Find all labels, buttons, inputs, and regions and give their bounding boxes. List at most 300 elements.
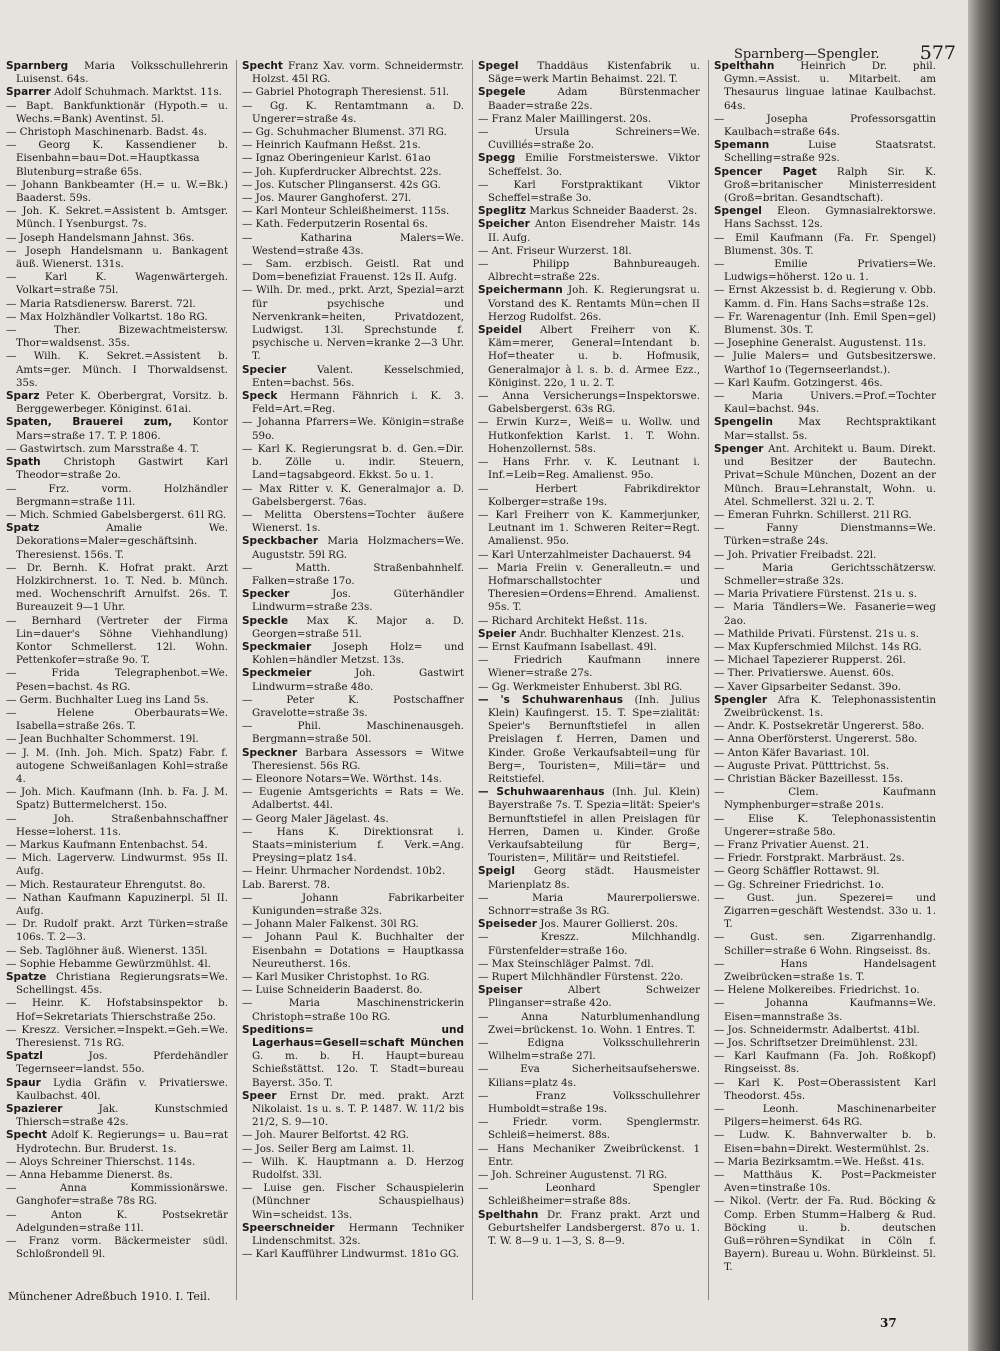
entry-text: — Melitta Oberstens=Tochter äußere Wienerst. 1s. [242, 508, 464, 535]
directory-entry [714, 376, 936, 390]
directory-entry [242, 231, 464, 258]
directory-entry [478, 680, 700, 694]
page-number: 577 [919, 42, 956, 64]
entry-text: Kontor Mars=straße 17. T. P. 1806. [16, 416, 228, 442]
directory-entry [242, 667, 464, 693]
directory-entry [478, 627, 700, 641]
entry-text: — Maria Tändlers=We. Fasanerie=weg 2ao. [714, 601, 936, 627]
directory-entry [242, 218, 464, 231]
directory-entry [478, 614, 700, 628]
entry-text: Ant. Architekt u. Baum. Direkt. und Besitzer der Bautechn. Privat=Schule München, Dozent an der Münch. Brau=Lehranstalt, Wohn. u. Atel. Schmellerst. 32l u. 2. T. [724, 442, 936, 508]
entry-surname: Speckle [242, 614, 289, 627]
entry-text: — Heinrich Kaufmann Heßst. 21s. [242, 139, 421, 152]
entry-text: — Gust. jun. Spezerei= und Zigarren=geschäft Westendst. 33o u. 1. T. [714, 891, 936, 931]
entry-text: Amalie We. Dekorations=Maler=geschäftsinh. Theresienst. 156s. T. [16, 522, 228, 561]
entry-text: — Franz vorm. Bäckermeister südl. Schloßrondell 9l. [6, 1235, 228, 1261]
directory-entry [6, 878, 228, 892]
directory-entry [242, 588, 464, 614]
entry-text: — Eugenie Amtsgerichts = Rats = We. Adalbertst. 44l. [242, 786, 464, 812]
directory-entry [714, 772, 936, 786]
entry-surname: Specht [6, 1129, 47, 1142]
directory-entry [242, 746, 464, 773]
directory-entry [242, 178, 464, 192]
directory-entry [6, 1050, 228, 1076]
directory-entry [714, 416, 936, 442]
entry-text: — Matthäus K. Post=Packmeister Aven=tinstraße 10s. [714, 1169, 936, 1195]
entry-text: — Ant. Friseur Wurzerst. 18l. [478, 244, 632, 257]
entry-text: Maria Volksschullehrerin Luisenst. 64s. [16, 60, 228, 86]
directory-entry [242, 918, 464, 931]
directory-entry [6, 522, 228, 562]
entry-text: Emilie Forstmeisterswe. Viktor Scheffelst. 3o. [488, 152, 700, 178]
directory-entry [6, 324, 228, 350]
entry-text: — Joh. Mich. Kaufmann (Inh. b. Fa. J. M. Spatz) Buttermelcherst. 15o. [6, 786, 228, 812]
entry-text: Peter K. Oberbergrat, Vorsitz. b. Berggewerbeger. Königinst. 61ai. [16, 390, 228, 416]
directory-entry [242, 640, 464, 667]
entry-text: — Jos. Kutscher Plinganserst. 42s GG. [242, 178, 441, 191]
directory-entry [714, 838, 936, 852]
entry-surname: Speglitz [478, 205, 527, 218]
column-2 [242, 60, 464, 1285]
entry-text: Anton Eisendreher Maistr. 14s II. Aufg. [488, 218, 700, 244]
directory-entry [242, 139, 464, 152]
directory-entry [242, 825, 464, 866]
directory-entry [714, 139, 936, 165]
directory-entry [242, 772, 464, 786]
entry-surname: Spengelin [714, 416, 773, 429]
directory-entry [6, 957, 228, 971]
directory-entry [6, 1169, 228, 1182]
entry-surname: Spengler [714, 693, 768, 706]
directory-entry [6, 60, 228, 86]
directory-entry [6, 614, 228, 668]
directory-entry [478, 218, 700, 244]
directory-entry [242, 984, 464, 997]
entry-text: Jos. Güterhändler Lindwurm=straße 23s. [252, 588, 464, 614]
entry-text: Ernst Dr. med. prakt. Arzt Nikolaist. 1s u. s. T. P. 1487. W. 11/2 bis 21/2, S. 9—10. [252, 1089, 464, 1129]
directory-entry [6, 1235, 228, 1261]
entry-text: — Andr. K. Postsekretär Ungererst. 58o. [714, 720, 925, 733]
entry-text: — Johann Maler Falkenst. 30l RG. [242, 918, 419, 931]
directory-entry [714, 931, 936, 957]
entry-text: Joseph Holz= und Kohlen=händler Metzst. 13s. [252, 640, 464, 667]
entry-text: — Joh. Privatier Freibadst. 22l. [714, 548, 877, 561]
directory-entry [6, 139, 228, 179]
directory-entry [242, 1248, 464, 1261]
signature-mark: 37 [880, 1316, 897, 1330]
entry-text: — Eleonore Notars=We. Wörthst. 14s. [242, 772, 442, 785]
entry-text: — Ther. Privatierswe. Auenst. 60s. [714, 667, 895, 680]
entry-text: — Auguste Privat. Pütttrichst. 5s. [714, 759, 890, 772]
entry-text: — Karl Kaufführer Lindwurmst. 181o GG. [242, 1248, 460, 1261]
directory-entry [478, 1182, 700, 1208]
entry-text: — Wilh. Dr. med., prkt. Arzt, Spezial=arzt für psychische und Nervenkrank=heiten, Privatdozent, Ludwigst. 13l. Sprechstunde f. psychische u. Nerven=kranke 2—3 Uhr. T. [242, 284, 464, 363]
entry-text: Albert Freiherr von K. Käm=merer, General=Intendant b. Hof=theater u. b. Hofmusik, Generalmajor à l. s. b. d. Armee Ezz., Königinst. 22o, 1 u. 2. T. [488, 324, 700, 389]
entry-text: — Georg Schäffler Rottawst. 9l. [714, 865, 880, 878]
entry-text: — Joh. Maurer Belfortst. 42 RG. [242, 1129, 409, 1142]
entry-text: — Frida Telegraphenbot.=We. Pesen=bachst. 4s RG. [6, 667, 228, 693]
directory-entry [714, 654, 936, 667]
entry-text: Andr. Buchhalter Klenzest. 21s. [519, 627, 685, 640]
entry-text: Hermann Techniker Lindenschmitst. 32s. [252, 1221, 464, 1248]
entry-text: — Joh. Straßenbahnschaffner Hesse=loherst. 11s. [6, 812, 228, 838]
entry-text: — Matth. Straßenbahnhelf. Falken=straße 17o. [242, 561, 464, 587]
entry-text: — Maria Bezirksamtm.=We. Heßst. 41s. [714, 1155, 925, 1168]
directory-entry [714, 865, 936, 878]
entry-text: — Karl Monteur Schleißheimerst. 115s. [242, 205, 450, 218]
entry-surname: — 's Schuhwarenhaus [478, 693, 623, 706]
directory-entry [478, 548, 700, 562]
entry-text: — Ernst Kaufmann Isabellast. 49l. [478, 640, 657, 653]
entry-text: — Karl Unterzahlmeister Dachauerst. 94 [478, 548, 692, 561]
entry-surname: Speditions= und Lagerhaus=Gesell=schaft München [242, 1023, 464, 1050]
entry-text: Joh. Gastwirt Lindwurm=straße 48o. [252, 667, 464, 693]
entry-surname: Spazierer [6, 1103, 63, 1116]
entry-text: — Erwin Kurz=, Weiß= u. Wollw. und Hutkonfektion Karlst. 1. T. Wohn. Hohenzollernst. 58s. [478, 416, 700, 455]
entry-text: — Anton Käfer Bavariast. 10l. [714, 746, 870, 759]
entry-text: — J. M. (Inh. Joh. Mich. Spatz) Fabr. f. autogene Schweißanlagen Kohl=straße 4. [6, 746, 228, 785]
entry-surname: Spelthahn [714, 60, 775, 72]
entry-text: — Karl Kaufm. Gotzingerst. 46s. [714, 376, 883, 389]
entry-text: — Joh. Schreiner Augustenst. 7l RG. [478, 1169, 668, 1182]
directory-entry [6, 852, 228, 878]
directory-entry [714, 350, 936, 376]
column-4 [714, 60, 936, 1285]
entry-surname: Speer [242, 1089, 277, 1102]
entry-text: — Karl Kaufmann (Fa. Joh. Roßkopf) Ringseisst. 8s. [714, 1050, 936, 1076]
entry-text: — Aloys Schreiner Thierschst. 114s. [6, 1155, 196, 1168]
directory-entry [714, 588, 936, 601]
directory-entry [242, 363, 464, 390]
entry-text: — Ignaz Oberingenieur Karlst. 61ao [242, 152, 431, 165]
directory-entry [714, 680, 936, 694]
directory-entry [714, 522, 936, 548]
entry-text: — Johann Bankbeamter (H.= u. W.=Bk.) Baaderst. 59s. [6, 178, 228, 205]
entry-text: — Leonh. Maschinenarbeiter Pilgers=heimerst. 64s RG. [714, 1103, 936, 1129]
entry-text: Eleon. Gymnasialrektorswe. Hans Sachsst. 12s. [724, 205, 936, 231]
directory-entry [242, 482, 464, 509]
entry-surname: Speicher [478, 218, 530, 231]
directory-entry [714, 1023, 936, 1037]
entry-text: Maria Holzmachers=We. Auguststr. 59l RG. [252, 535, 464, 561]
directory-entry [478, 126, 700, 152]
directory-entry [714, 205, 936, 231]
directory-entry [714, 1155, 936, 1169]
entry-surname: Spath [6, 456, 41, 469]
directory-entry [478, 1063, 700, 1089]
entry-text: — Maria Privatiere Fürstenst. 21s u. s. [714, 588, 918, 601]
directory-entry [6, 1155, 228, 1169]
entry-surname: Spaur [6, 1076, 41, 1089]
entry-text: — Karl K. Regierungsrat b. d. Gen.=Dir. b. Zölle u. indir. Steuern, Land=tagsabgeord. Ekkst. 5o u. 1. [242, 442, 464, 482]
entry-text: — Helene Oberbaurats=We. Isabella=straße 26s. T. [6, 706, 228, 733]
directory-entry [6, 891, 228, 918]
entry-text: Jak. Kunstschmied Thiersch=straße 42s. [16, 1103, 228, 1129]
directory-entry [478, 786, 700, 865]
directory-entry [6, 746, 228, 787]
entry-text: — Julie Malers= und Gutsbesitzerswe. Warthof 1o (Tegernseerlandst.). [714, 350, 936, 376]
entry-text: — Richard Architekt Heßst. 11s. [478, 614, 648, 627]
directory-entry [242, 997, 464, 1023]
entry-text: — Edigna Volksschullehrerin Wilhelm=straße 27l. [478, 1037, 700, 1063]
entry-text: — Hans Frhr. v. K. Leutnant i. Inf.=Leib=Reg. Amalienst. 95o. [478, 456, 700, 482]
entry-text: — Rupert Milchhändler Fürstenst. 22o. [478, 971, 684, 984]
column-divider [236, 60, 237, 1300]
entry-text: — Clem. Kaufmann Nymphenburger=straße 201s. [714, 786, 936, 812]
entry-text: — Hans Handelsagent Zweibrücken=straße 1s. T. [714, 957, 936, 984]
directory-entry [714, 759, 936, 773]
directory-entry [714, 231, 936, 258]
directory-entry [242, 878, 464, 892]
directory-entry [242, 1142, 464, 1156]
entry-text: — Anton K. Postsekretär Adelgunden=straße 11l. [6, 1208, 228, 1234]
entry-text: Franz Xav. vorm. Schneidermstr. Holzst. 45l RG. [252, 60, 464, 86]
entry-text: — Mich. Lagerverw. Lindwurmst. 95s II. Aufg. [6, 852, 228, 878]
entry-surname: Speckbacher [242, 535, 319, 548]
entry-text: — Josepha Professorsgattin Kaulbach=straße 64s. [714, 112, 936, 139]
entry-text: (Inh. Jul. Klein) Bayerstraße 7s. T. Spezia=lität: Speier's Bernunftstiefel in allen Preislagen für Herren, Damen u. Kinder. Große Verkaufsabteilung für Berg=, Touristen=, Militär= und Reitstiefel. [488, 786, 700, 865]
entry-surname: — Schuhwaarenhaus [478, 786, 605, 799]
directory-entry [6, 297, 228, 311]
entry-text: — Frz. vorm. Holzhändler Bergmann=straße 11l. [6, 482, 228, 508]
entry-surname: Speckner [242, 746, 298, 759]
directory-entry [478, 1208, 700, 1249]
directory-entry [242, 812, 464, 826]
entry-text: — Ursula Schreiners=We. Cuvilliés=straße 2o. [478, 126, 700, 152]
entry-surname: Speiser [478, 984, 523, 997]
directory-entry [714, 786, 936, 812]
entry-text: — Christoph Maschinenarb. Badst. 4s. [6, 126, 208, 139]
entry-text: — Sophie Hebamme Gewürzmühlst. 4l. [6, 957, 211, 970]
directory-entry [6, 178, 228, 205]
entry-text: — Kreszz. Versicher.=Inspekt.=Geh.=We. Theresienst. 71s RG. [6, 1023, 228, 1050]
directory-entry [478, 984, 700, 1010]
directory-entry [478, 640, 700, 654]
entry-text: — Gg. Schuhmacher Blumenst. 37l RG. [242, 126, 447, 139]
directory-entry [714, 997, 936, 1023]
entry-surname: Spegel [478, 60, 519, 72]
entry-text: — Emil Kaufmann (Fa. Fr. Spengel) Blumenst. 30s. T. [714, 231, 936, 257]
entry-text: Heinrich Dr. phil. Gymn.=Assist. u. Mitarbeit. am Thesaurus linguae latinae Kaulbachst. 64s. [724, 60, 936, 112]
directory-entry [478, 416, 700, 456]
entry-text: Thaddäus Kistenfabrik u. Säge=werk Martin Behaimst. 22l. T. [488, 60, 700, 86]
entry-text: Max K. Major a. D. Georgen=straße 51l. [252, 614, 464, 640]
entry-text: Adolf Schuhmach. Marktst. 11s. [54, 86, 222, 99]
entry-text: Adolf K. Regierungs= u. Bau=rat Hydrotechn. Bur. Bruderst. 1s. [16, 1129, 228, 1155]
entry-text: — Maria Maurerpolierswe. Schnorr=straße 3s RG. [478, 891, 700, 917]
entry-text: — Nathan Kaufmann Kapuzinerpl. 5l II. Aufg. [6, 891, 228, 917]
entry-text: — Gg. Werkmeister Enhuberst. 3bl RG. [478, 680, 683, 693]
entry-surname: Specier [242, 363, 287, 376]
directory-entry [242, 535, 464, 561]
entry-text: — Friedrich Kaufmann innere Wiener=straße 27s. [478, 654, 700, 680]
entry-text: — Ludw. K. Bahnverwalter b. b. Eisen=bahn=Direkt. Westermühlst. 2s. [714, 1129, 936, 1155]
directory-entry [714, 812, 936, 839]
directory-entry [242, 86, 464, 99]
entry-surname: Speckmeier [242, 667, 312, 680]
entry-text: — Max Steinschläger Palmst. 7dl. [478, 957, 654, 970]
entry-text: Jos. Pferdehändler Tegernseer=landst. 55o. [16, 1050, 228, 1076]
entry-text: — Maria Gerichtsschätzersw. Schmeller=straße 32s. [714, 561, 936, 587]
entry-surname: Spemann [714, 139, 770, 152]
entry-surname: Sparnberg [6, 60, 69, 72]
entry-text: Lab. Barerst. 78. [242, 878, 331, 891]
directory-entry [714, 733, 936, 746]
directory-entry [242, 786, 464, 812]
directory-entry [6, 561, 228, 615]
entry-text: — Gust. sen. Zigarrenhandlg. Schiller=straße 6 Wohn. Ringseisst. 8s. [714, 931, 936, 957]
entry-text: — Bernhard (Vertreter der Firma Lin=dauer's Söhne Viehhandlung) Kontor Schmellerst. 12l. Wohn. Pettenkofer=straße 9o. T. [6, 614, 228, 667]
directory-entry [242, 60, 464, 86]
directory-entry [478, 1089, 700, 1116]
directory-entry [242, 1129, 464, 1142]
directory-entry [714, 957, 936, 984]
directory-entry [714, 1195, 936, 1274]
directory-entry [714, 310, 936, 337]
entry-text: — Dr. Rudolf prakt. Arzt Türken=straße 106s. T. 2—3. [6, 918, 228, 944]
entry-text: — Herbert Fabrikdirektor Kolberger=straße 19s. [478, 482, 700, 508]
entry-surname: Sparz [6, 390, 40, 403]
entry-surname: Specht [242, 60, 283, 72]
entry-text: — Georg K. Kassendiener b. Eisenbahn=bau=Dot.=Hauptkassa Blutenburg=straße 65s. [6, 139, 228, 178]
book-edge [968, 0, 1000, 1351]
directory-entry [242, 614, 464, 641]
entry-text: — Christian Bäcker Bazeillesst. 15s. [714, 772, 904, 785]
entry-surname: Speier [478, 627, 517, 640]
directory-entry [6, 126, 228, 139]
column-divider [472, 60, 473, 1300]
directory-entry [714, 1129, 936, 1155]
directory-entry [6, 390, 228, 416]
entry-text: — Fanny Dienstmanns=We. Türken=straße 24s. [714, 522, 936, 548]
directory-entry [6, 99, 228, 126]
directory-entry [242, 416, 464, 442]
directory-entry [242, 126, 464, 139]
directory-entry [242, 205, 464, 218]
directory-entry [478, 456, 700, 482]
directory-entry [242, 693, 464, 720]
directory-entry [478, 1169, 700, 1182]
entry-text: — Peter K. Postschaffner Gravelotte=straße 3s. [242, 693, 464, 719]
entry-text: — Maria Maschinenstrickerin Christoph=straße 10o RG. [242, 997, 464, 1023]
entry-text: — Dr. Bernh. K. Hofrat prakt. Arzt Holzkirchnerst. 1o. T. Ned. b. Münch. med. Wochenschrift Arnulfst. 26s. T. Bureauzeit 9—1 Uhr. [6, 561, 228, 614]
entry-text: — Kath. Federputzerin Rosental 6s. [242, 218, 428, 231]
directory-entry [478, 1037, 700, 1063]
entry-text: — Anna Versicherungs=Inspektorswe. Gabelsbergerst. 63s RG. [478, 390, 700, 416]
entry-text: — Jos. Seiler Berg am Laimst. 1l. [242, 1142, 415, 1155]
directory-entry [6, 918, 228, 944]
page-footer: Münchener Adreßbuch 1910. I. Teil. [8, 1290, 211, 1303]
entry-text: — Karl Musiker Christophst. 1o RG. [242, 971, 430, 984]
entry-text: — Elise K. Telephonassistentin Ungerer=straße 58o. [714, 812, 936, 838]
directory-entry [242, 931, 464, 971]
entry-text: — Gabriel Photograph Theresienst. 51l. [242, 86, 450, 99]
directory-entry [714, 390, 936, 416]
directory-entry [6, 416, 228, 442]
entry-surname: Spenger [714, 442, 764, 455]
directory-entry [242, 891, 464, 918]
entry-text: — Karl Forstpraktikant Viktor Scheffel=straße 3o. [478, 178, 700, 205]
entry-text: — Johann Paul K. Buchhalter der Eisenbahn = Dotations = Hauptkassa Neureutherst. 16s. [242, 931, 464, 970]
entry-text: — Friedr. vorm. Spenglermstr. Schleiß=heimerst. 88s. [478, 1116, 700, 1142]
entry-text: — Gg. Schreiner Friedrichst. 1o. [714, 878, 885, 891]
entry-surname: Spatze [6, 971, 47, 984]
entry-text: — Johanna Pfarrers=We. Königin=straße 59o. [242, 416, 464, 442]
directory-entry [6, 1182, 228, 1208]
entry-text: Ralph Sir. K. Groß=britanischer Ministerresident (Groß=britan. Gesandtschaft). [724, 165, 936, 205]
entry-text: Albert Schweizer Plinganser=straße 42o. [488, 984, 700, 1010]
directory-entry [714, 561, 936, 588]
entry-surname: Spengel [714, 205, 762, 218]
directory-entry [478, 244, 700, 258]
entry-surname: Specker [242, 588, 290, 601]
directory-entry [478, 918, 700, 931]
directory-entry [6, 205, 228, 231]
directory-entry [242, 99, 464, 126]
entry-text: — Mathilde Privati. Fürstenst. 21s u. s. [714, 627, 919, 640]
entry-text: — Philipp Bahnbureaugeh. Albrecht=straße 22s. [478, 258, 700, 284]
entry-text: — Max Holzhändler Volkartst. 18o RG. [6, 310, 208, 323]
directory-entry [6, 310, 228, 324]
entry-surname: Spelthahn [478, 1208, 539, 1221]
directory-entry [478, 971, 700, 984]
directory-entry [478, 931, 700, 957]
entry-text: — Ernst Akzessist b. d. Regierung v. Obb. Kamm. d. Fin. Hans Sachs=straße 12s. [714, 284, 936, 310]
entry-text: — Karl Freiherr von K. Kammerjunker, Leutnant im 1. Schweren Reiter=Regt. Amalienst. 95o. [478, 508, 700, 548]
entry-surname: Spatzl [6, 1050, 43, 1063]
entry-surname: Speigl [478, 865, 515, 878]
entry-text: — Johann Fabrikarbeiter Kunigunden=straße 32s. [242, 891, 464, 917]
column-3 [478, 60, 700, 1285]
directory-entry [6, 482, 228, 509]
directory-entry [714, 1037, 936, 1050]
entry-surname: Spegele [478, 86, 526, 99]
entry-text: — Hans K. Direktionsrat i. Staats=ministerium f. Verk.=Ang. Preysing=platz 1s4. [242, 825, 464, 865]
entry-text: Max Rechtspraktikant Mar=stallst. 5s. [724, 416, 936, 442]
entry-text: — Xaver Gipsarbeiter Sedanst. 39o. [714, 680, 901, 693]
directory-entry [242, 1182, 464, 1222]
directory-entry [478, 112, 700, 126]
directory-entry [714, 1169, 936, 1195]
entry-text: — Katharina Malers=We. Westend=straße 43s. [242, 231, 464, 257]
directory-entry [478, 152, 700, 178]
entry-text: Luise Staatsratst. Schelling=straße 92s. [724, 139, 936, 165]
entry-text: — Karl K. Post=Oberassistent Karl Theodorst. 45s. [714, 1076, 936, 1102]
entry-text: — Anna Naturblumenhandlung Zwei=brückenst. 1o. Wohn. 1 Entres. T. [478, 1010, 700, 1036]
entry-text: — Maria Freiin v. Generalleutn.= und Hofmarschallstochter und Theresien=Ordens=Ehrend. Amalienst. 95s. T. [478, 561, 700, 614]
entry-text: — Georg Maler Jägelast. 4s. [242, 812, 389, 825]
entry-surname: Spegg [478, 152, 516, 165]
entry-surname: Spatz [6, 522, 40, 535]
directory-entry [714, 548, 936, 562]
directory-entry [714, 878, 936, 892]
directory-entry [242, 258, 464, 284]
column-divider [708, 60, 709, 1300]
directory-entry [6, 944, 228, 958]
directory-entry [242, 165, 464, 179]
entry-text: — Mich. Restaurateur Ehrengutst. 8o. [6, 878, 206, 891]
directory-entry [6, 667, 228, 693]
entry-text: — Anna Hebamme Dienerst. 8s. [6, 1169, 173, 1182]
entry-text: — Heinr. Uhrmacher Nordendst. 10b2. [242, 865, 446, 878]
directory-entry [714, 1076, 936, 1103]
directory-entry [714, 112, 936, 139]
entry-text: — Wilh. K. Hauptmann a. D. Herzog Rudolfst. 33l. [242, 1155, 464, 1182]
entry-text: — Kreszz. Milchhandlg. Fürstenfelder=straße 16o. [478, 931, 700, 957]
directory-entry [6, 350, 228, 390]
directory-entry [242, 152, 464, 165]
directory-entry [478, 957, 700, 971]
